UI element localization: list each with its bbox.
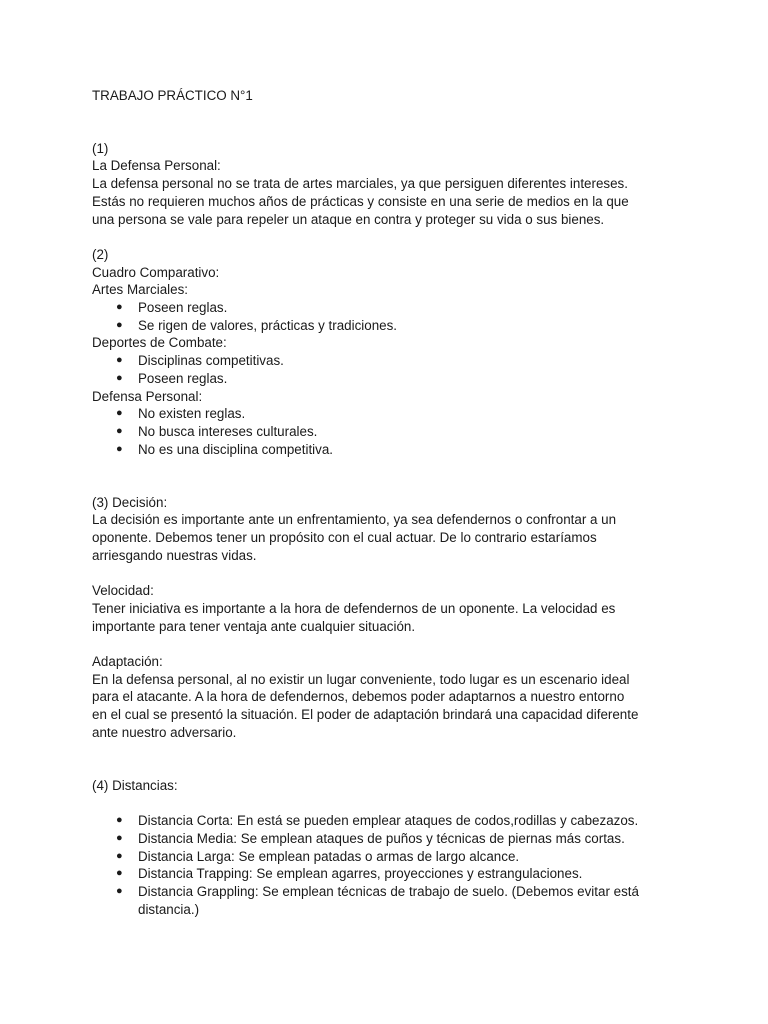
group-label-artes-marciales: Artes Marciales:	[92, 282, 188, 298]
list-deportes-de-combate	[92, 352, 692, 387]
section-4-heading: (4) Distancias:	[92, 777, 178, 793]
adaptacion-line: ante nuestro adversario.	[92, 724, 237, 740]
section-3	[92, 494, 692, 742]
bullet-icon: ●	[116, 318, 123, 331]
list-item: ● Distancia Larga: Se emplean patadas o armas de largo alcance.	[116, 848, 520, 864]
bullet-icon: ●	[116, 371, 123, 384]
list-item: ● Poseen reglas.	[116, 370, 228, 386]
group-label-defensa-personal: Defensa Personal:	[92, 388, 203, 404]
list-distancias	[92, 812, 692, 918]
section-2-heading: Cuadro Comparativo:	[92, 264, 220, 280]
section-1-number: (1)	[92, 140, 109, 156]
list-item: ● Distancia Media: Se emplean ataques de puños y técnicas de piernas más cortas.	[116, 831, 625, 847]
list-item: ● No es una disciplina competitiva.	[116, 441, 334, 457]
velocidad-line: Tener iniciativa es importante a la hora de defendernos de un oponente. La velocidad es	[92, 600, 616, 616]
bullet-icon: ●	[116, 867, 123, 880]
list-item: ● Distancia Corta: En está se pueden emplear ataques de codos,rodillas y cabezazos.	[116, 813, 639, 829]
velocidad-line: importante para tener ventaja ante cualquier situación.	[92, 618, 416, 634]
bullet-icon: ●	[116, 814, 123, 827]
list-item: ● No existen reglas.	[116, 406, 246, 422]
section-1-line: La defensa personal no se trata de artes marciales, ya que persiguen diferentes intereses.	[92, 176, 628, 192]
bullet-icon: ●	[116, 407, 123, 420]
bullet-icon: ●	[116, 442, 123, 455]
bullet-icon: ●	[116, 424, 123, 437]
section-1-heading: La Defensa Personal:	[92, 158, 221, 174]
section-1	[92, 140, 692, 229]
section-2-number: (2)	[92, 246, 109, 262]
list-item: ● Disciplinas competitivas.	[116, 353, 284, 369]
adaptacion-line: En la defensa personal, al no existir un lugar conveniente, todo lugar es un escenario ideal	[92, 671, 630, 687]
section-2	[92, 246, 692, 458]
section-3-line: La decisión es importante ante un enfrentamiento, ya sea defendernos o confrontar a un	[92, 512, 617, 528]
document-page	[92, 87, 692, 919]
adaptacion-line: en el cual se presentó la situación. El poder de adaptación brindará una capacidad diferente	[92, 707, 639, 723]
bullet-icon: ●	[116, 849, 123, 862]
adaptacion-line: para el atacante. A la hora de defendernos, debemos poder adaptarnos a nuestro entorno	[92, 689, 625, 705]
list-item: ● No busca intereses culturales.	[116, 423, 318, 439]
bullet-icon: ●	[116, 885, 123, 898]
adaptacion-heading: Adaptación:	[92, 654, 163, 670]
list-defensa-personal	[92, 405, 692, 458]
section-4	[92, 777, 692, 919]
section-3-line: arriesgando nuestras vidas.	[92, 547, 257, 563]
bullet-icon: ●	[116, 832, 123, 845]
bullet-icon: ●	[116, 301, 123, 314]
section-1-line: una persona se vale para repeler un ataque en contra y proteger su vida o sus bienes.	[92, 211, 605, 227]
velocidad-heading: Velocidad:	[92, 583, 154, 599]
list-item: ● Se rigen de valores, prácticas y tradiciones.	[116, 317, 398, 333]
section-3-line: oponente. Debemos tener un propósito con el cual actuar. De lo contrario estaríamos	[92, 530, 597, 546]
bullet-icon: ●	[116, 354, 123, 367]
list-item: ● Poseen reglas.	[116, 300, 228, 316]
group-label-deportes-de-combate: Deportes de Combate:	[92, 335, 227, 351]
list-artes-marciales	[92, 299, 692, 334]
section-1-line: Estás no requieren muchos años de prácticas y consiste en una serie de medios en la que	[92, 193, 629, 209]
document-title: TRABAJO PRÁCTICO N°1	[92, 88, 253, 103]
list-item: ● Distancia Trapping: Se emplean agarres, proyecciones y estrangulaciones.	[116, 866, 583, 882]
list-item: ● Distancia Grappling: Se emplean técnicas de trabajo de suelo. (Debemos evitar está distancia.)	[116, 884, 639, 917]
section-3-heading: (3) Decisión:	[92, 494, 168, 510]
